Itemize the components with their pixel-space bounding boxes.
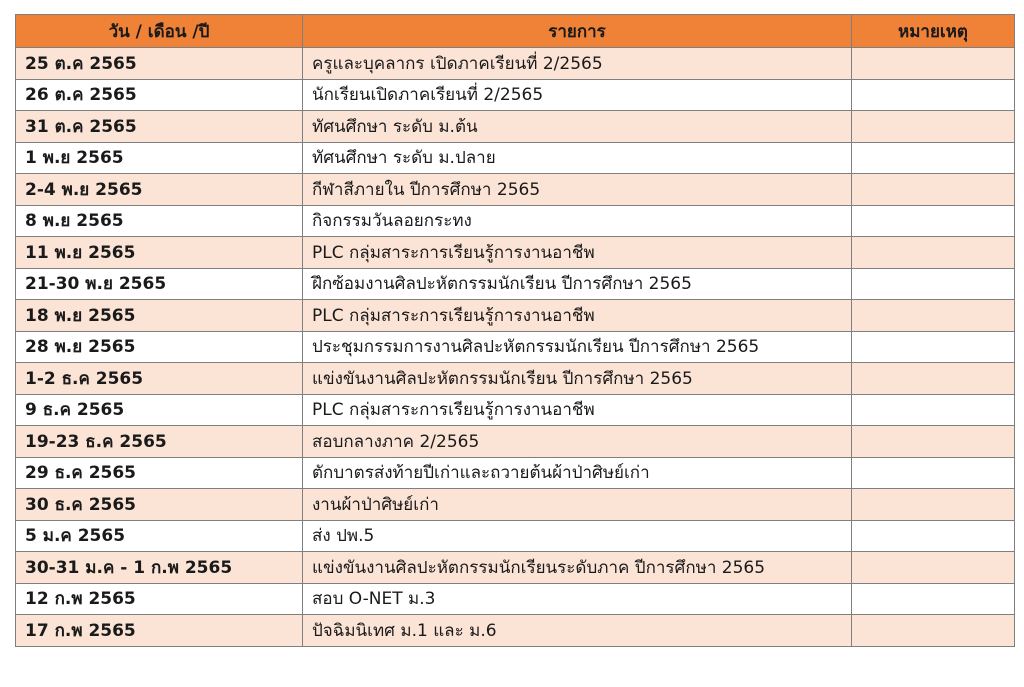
table-row: [16, 237, 1015, 269]
schedule-table-container: [15, 14, 1014, 647]
note-cell: [852, 111, 1015, 143]
item-cell: PLC กลุ่มสาระการเรียนรู้การงานอาชีพ: [303, 300, 852, 332]
note-cell: [852, 205, 1015, 237]
item-cell: ประชุมกรรมการงานศิลปะหัตกรรมนักเรียน ปีการศึกษา 2565: [303, 331, 852, 363]
table-row: [16, 552, 1015, 584]
item-cell: ฝึกซ้อมงานศิลปะหัตกรรมนักเรียน ปีการศึกษา 2565: [303, 268, 852, 300]
schedule-table: [15, 14, 1015, 647]
item-cell: PLC กลุ่มสาระการเรียนรู้การงานอาชีพ: [303, 394, 852, 426]
date-cell: 19-23 ธ.ค 2565: [16, 426, 303, 458]
table-row: [16, 48, 1015, 80]
table-row: [16, 300, 1015, 332]
table-row: [16, 489, 1015, 521]
date-cell: 2-4 พ.ย 2565: [16, 174, 303, 206]
table-row: [16, 520, 1015, 552]
note-cell: [852, 394, 1015, 426]
item-cell: งานผ้าป่าศิษย์เก่า: [303, 489, 852, 521]
date-cell: 9 ธ.ค 2565: [16, 394, 303, 426]
table-row: [16, 394, 1015, 426]
table-row: [16, 457, 1015, 489]
header-item: รายการ: [303, 15, 852, 48]
date-cell: 18 พ.ย 2565: [16, 300, 303, 332]
date-cell: 1 พ.ย 2565: [16, 142, 303, 174]
date-cell: 30-31 ม.ค - 1 ก.พ 2565: [16, 552, 303, 584]
item-cell: ทัศนศึกษา ระดับ ม.ต้น: [303, 111, 852, 143]
item-cell: ตักบาตรส่งท้ายปีเก่าและถวายต้นผ้าป่าศิษย์เก่า: [303, 457, 852, 489]
table-row: [16, 363, 1015, 395]
item-cell: กิจกรรมวันลอยกระทง: [303, 205, 852, 237]
item-cell: สอบกลางภาค 2/2565: [303, 426, 852, 458]
date-cell: 21-30 พ.ย 2565: [16, 268, 303, 300]
header-row: [16, 15, 1015, 48]
date-cell: 12 ก.พ 2565: [16, 583, 303, 615]
date-cell: 29 ธ.ค 2565: [16, 457, 303, 489]
table-row: [16, 268, 1015, 300]
table-row: [16, 111, 1015, 143]
item-cell: PLC กลุ่มสาระการเรียนรู้การงานอาชีพ: [303, 237, 852, 269]
item-cell: กีฬาสีภายใน ปีการศึกษา 2565: [303, 174, 852, 206]
table-row: [16, 142, 1015, 174]
date-cell: 5 ม.ค 2565: [16, 520, 303, 552]
note-cell: [852, 48, 1015, 80]
note-cell: [852, 174, 1015, 206]
table-row: [16, 583, 1015, 615]
table-row: [16, 615, 1015, 647]
date-cell: 25 ต.ค 2565: [16, 48, 303, 80]
item-cell: ปัจฉิมนิเทศ ม.1 และ ม.6: [303, 615, 852, 647]
note-cell: [852, 331, 1015, 363]
date-cell: 1-2 ธ.ค 2565: [16, 363, 303, 395]
note-cell: [852, 426, 1015, 458]
date-cell: 11 พ.ย 2565: [16, 237, 303, 269]
item-cell: ทัศนศึกษา ระดับ ม.ปลาย: [303, 142, 852, 174]
date-cell: 31 ต.ค 2565: [16, 111, 303, 143]
header-date: วัน / เดือน /ปี: [16, 15, 303, 48]
note-cell: [852, 583, 1015, 615]
table-row: [16, 205, 1015, 237]
note-cell: [852, 300, 1015, 332]
date-cell: 28 พ.ย 2565: [16, 331, 303, 363]
item-cell: สอบ O-NET ม.3: [303, 583, 852, 615]
note-cell: [852, 552, 1015, 584]
item-cell: ส่ง ปพ.5: [303, 520, 852, 552]
item-cell: แข่งขันงานศิลปะหัตกรรมนักเรียนระดับภาค ปีการศึกษา 2565: [303, 552, 852, 584]
note-cell: [852, 615, 1015, 647]
note-cell: [852, 457, 1015, 489]
date-cell: 8 พ.ย 2565: [16, 205, 303, 237]
date-cell: 26 ต.ค 2565: [16, 79, 303, 111]
note-cell: [852, 489, 1015, 521]
item-cell: แข่งขันงานศิลปะหัตกรรมนักเรียน ปีการศึกษา 2565: [303, 363, 852, 395]
note-cell: [852, 363, 1015, 395]
note-cell: [852, 142, 1015, 174]
note-cell: [852, 520, 1015, 552]
note-cell: [852, 237, 1015, 269]
item-cell: ครูและบุคลากร เปิดภาคเรียนที่ 2/2565: [303, 48, 852, 80]
table-row: [16, 79, 1015, 111]
table-body: [16, 48, 1015, 647]
note-cell: [852, 79, 1015, 111]
note-cell: [852, 268, 1015, 300]
item-cell: นักเรียนเปิดภาคเรียนที่ 2/2565: [303, 79, 852, 111]
table-row: [16, 331, 1015, 363]
table-row: [16, 426, 1015, 458]
header-note: หมายเหตุ: [852, 15, 1015, 48]
table-header: [16, 15, 1015, 48]
date-cell: 30 ธ.ค 2565: [16, 489, 303, 521]
table-row: [16, 174, 1015, 206]
date-cell: 17 ก.พ 2565: [16, 615, 303, 647]
